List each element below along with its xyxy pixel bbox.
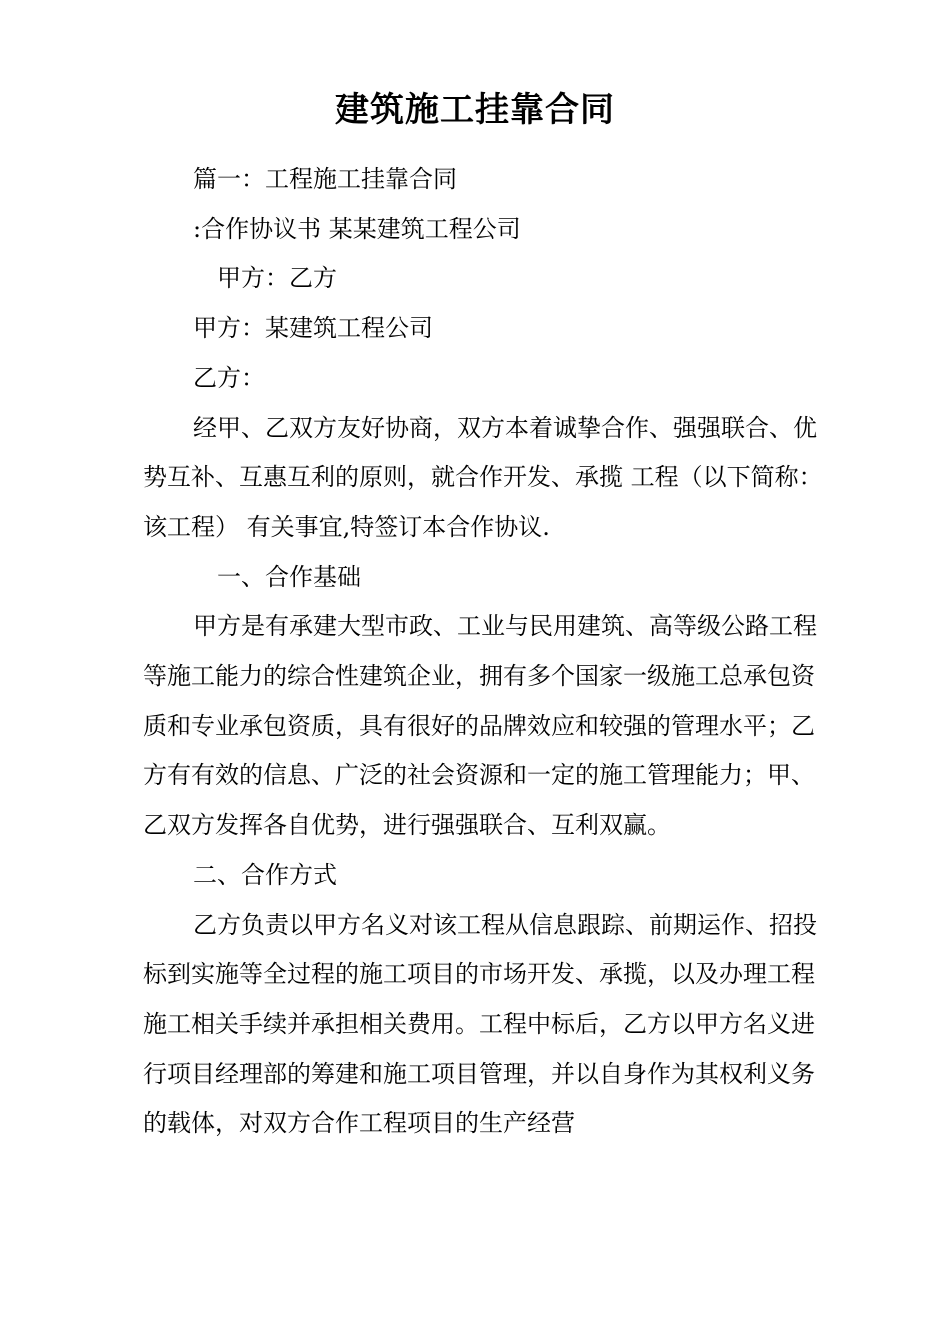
section-heading-cooperation-basis: 一、合作基础	[217, 562, 361, 591]
document-title: 建筑施工挂靠合同	[335, 90, 615, 130]
section-heading-part-one: 篇一：工程施工挂靠合同	[193, 165, 457, 193]
parties-line: 甲方：乙方	[217, 264, 337, 293]
document-body	[143, 155, 833, 1149]
cooperation-basis-paragraph: 甲方是有承建大型市政、工业与民用建筑、高等级公路工程等施工能力的综合性建筑企业，拥有多个国家一级施工总承包资质和专业承包资质，具有很好的品牌效应和较强的管理水平；乙方有有效的信息、广泛的社会资源和一定的施工管理能力；甲、乙双方发挥各自优势，进行强强联合、互利双赢。	[143, 612, 817, 840]
preamble-paragraph: 经甲、乙双方友好协商，双方本着诚挚合作、强强联合、优势互补、互惠互利的原则，就合作开发、承揽 工程（以下简称：该工程） 有关事宜,特签订本合作协议.	[143, 413, 823, 541]
party-a-line: 甲方：某建筑工程公司	[193, 314, 433, 343]
party-b-line: 乙方：	[193, 363, 265, 392]
agreement-subtitle: :合作协议书 某某建筑工程公司	[193, 214, 521, 243]
cooperation-method-paragraph: 乙方负责以甲方名义对该工程从信息跟踪、前期运作、招投标到实施等全过程的施工项目的市场开发、承揽，以及办理工程施工相关手续并承担相关费用。工程中标后，乙方以甲方名义进行项目经理部的筹建和施工项目管理，并以自身作为其权利义务的载体，对双方合作工程项目的生产经营	[143, 910, 817, 1138]
section-heading-cooperation-method: 二、合作方式	[193, 860, 337, 889]
